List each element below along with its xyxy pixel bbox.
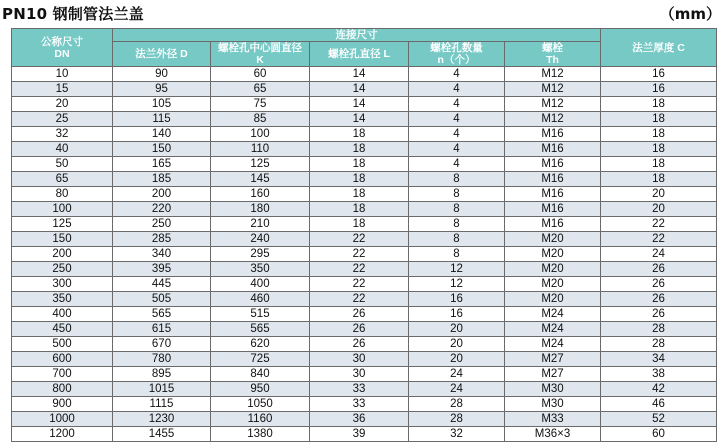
- cell-bolt-th: M16: [505, 217, 601, 232]
- cell-thickness-c: 16: [601, 82, 717, 97]
- table-row: [12, 217, 717, 232]
- cell-bolt-hole-count-n: 4: [409, 127, 505, 142]
- cell-outer-diameter-d: 150: [113, 142, 211, 157]
- table-row: [12, 382, 717, 397]
- cell-dn: 900: [12, 397, 113, 412]
- cell-outer-diameter-d: 250: [113, 217, 211, 232]
- cell-bolt-hole-diameter-l: 18: [310, 127, 409, 142]
- cell-dn: 40: [12, 142, 113, 157]
- cell-bolt-hole-count-n: 16: [409, 292, 505, 307]
- cell-bolt-hole-diameter-l: 22: [310, 247, 409, 262]
- cell-bolt-hole-count-n: 24: [409, 382, 505, 397]
- cell-bolt-hole-diameter-l: 14: [310, 112, 409, 127]
- cell-thickness-c: 18: [601, 112, 717, 127]
- cell-bolt-hole-diameter-l: 33: [310, 382, 409, 397]
- table-row: [12, 277, 717, 292]
- cell-bolt-hole-count-n: 20: [409, 322, 505, 337]
- cell-dn: 20: [12, 97, 113, 112]
- cell-outer-diameter-d: 505: [113, 292, 211, 307]
- cell-bolt-hole-count-n: 20: [409, 352, 505, 367]
- cell-bolt-hole-count-n: 4: [409, 82, 505, 97]
- cell-bolt-circle-k: 515: [211, 307, 310, 322]
- cell-thickness-c: 18: [601, 157, 717, 172]
- table-row: [12, 262, 717, 277]
- table-row: [12, 67, 717, 82]
- cell-bolt-hole-diameter-l: 18: [310, 142, 409, 157]
- cell-dn: 10: [12, 67, 113, 82]
- cell-outer-diameter-d: 115: [113, 112, 211, 127]
- table-row: [12, 397, 717, 412]
- cell-bolt-hole-count-n: 4: [409, 157, 505, 172]
- cell-bolt-circle-k: 950: [211, 382, 310, 397]
- cell-outer-diameter-d: 200: [113, 187, 211, 202]
- header-dn-line1: 公称尺寸: [41, 35, 83, 48]
- cell-bolt-th: M20: [505, 292, 601, 307]
- header-n-line1: 螺栓孔数量: [430, 42, 483, 54]
- cell-bolt-hole-count-n: 4: [409, 97, 505, 112]
- header-k-line1: 螺栓孔中心圆直径: [218, 42, 302, 54]
- cell-bolt-circle-k: 60: [211, 67, 310, 82]
- cell-thickness-c: 26: [601, 277, 717, 292]
- cell-bolt-circle-k: 565: [211, 322, 310, 337]
- header-dn: [12, 29, 113, 67]
- cell-bolt-hole-count-n: 8: [409, 202, 505, 217]
- cell-bolt-th: M27: [505, 352, 601, 367]
- cell-bolt-hole-diameter-l: 22: [310, 292, 409, 307]
- cell-dn: 125: [12, 217, 113, 232]
- cell-bolt-hole-diameter-l: 18: [310, 172, 409, 187]
- cell-thickness-c: 28: [601, 322, 717, 337]
- cell-bolt-circle-k: 75: [211, 97, 310, 112]
- cell-bolt-hole-count-n: 4: [409, 112, 505, 127]
- header-thickness-c: 法兰厚度 C: [601, 29, 717, 67]
- header-dn-line2: DN: [54, 47, 70, 60]
- cell-bolt-circle-k: 1380: [211, 427, 310, 442]
- cell-dn: 300: [12, 277, 113, 292]
- cell-bolt-th: M20: [505, 262, 601, 277]
- cell-bolt-hole-diameter-l: 30: [310, 352, 409, 367]
- cell-bolt-circle-k: 100: [211, 127, 310, 142]
- cell-bolt-circle-k: 1160: [211, 412, 310, 427]
- cell-bolt-hole-diameter-l: 36: [310, 412, 409, 427]
- table-row: [12, 307, 717, 322]
- cell-dn: 150: [12, 232, 113, 247]
- cell-thickness-c: 34: [601, 352, 717, 367]
- cell-thickness-c: 22: [601, 217, 717, 232]
- header-bolt-hole-diameter-l: 螺栓孔直径 L: [310, 42, 409, 67]
- cell-bolt-hole-diameter-l: 14: [310, 67, 409, 82]
- cell-outer-diameter-d: 565: [113, 307, 211, 322]
- cell-thickness-c: 26: [601, 262, 717, 277]
- cell-bolt-hole-count-n: 16: [409, 307, 505, 322]
- header-bolt-th: [505, 42, 601, 67]
- cell-bolt-circle-k: 840: [211, 367, 310, 382]
- cell-bolt-hole-diameter-l: 18: [310, 202, 409, 217]
- cell-bolt-circle-k: 460: [211, 292, 310, 307]
- header-connection-group: 连接尺寸: [113, 29, 601, 42]
- cell-bolt-circle-k: 145: [211, 172, 310, 187]
- cell-bolt-th: M20: [505, 277, 601, 292]
- table-row: [12, 232, 717, 247]
- cell-bolt-th: M30: [505, 382, 601, 397]
- cell-bolt-hole-diameter-l: 26: [310, 337, 409, 352]
- cell-dn: 700: [12, 367, 113, 382]
- page-title: PN10 钢制管法兰盖: [2, 5, 144, 23]
- cell-dn: 500: [12, 337, 113, 352]
- cell-dn: 600: [12, 352, 113, 367]
- cell-bolt-hole-diameter-l: 30: [310, 367, 409, 382]
- cell-bolt-th: M12: [505, 112, 601, 127]
- cell-bolt-circle-k: 1050: [211, 397, 310, 412]
- cell-outer-diameter-d: 780: [113, 352, 211, 367]
- cell-bolt-th: M16: [505, 142, 601, 157]
- cell-thickness-c: 60: [601, 427, 717, 442]
- cell-bolt-hole-diameter-l: 14: [310, 82, 409, 97]
- cell-outer-diameter-d: 670: [113, 337, 211, 352]
- cell-bolt-th: M12: [505, 67, 601, 82]
- table-row: [12, 172, 717, 187]
- cell-outer-diameter-d: 445: [113, 277, 211, 292]
- cell-dn: 250: [12, 262, 113, 277]
- cell-outer-diameter-d: 105: [113, 97, 211, 112]
- cell-bolt-th: M27: [505, 367, 601, 382]
- cell-bolt-hole-count-n: 32: [409, 427, 505, 442]
- header-th-line2: Th: [546, 54, 559, 66]
- cell-bolt-hole-diameter-l: 26: [310, 307, 409, 322]
- cell-bolt-circle-k: 350: [211, 262, 310, 277]
- table-row: [12, 202, 717, 217]
- cell-outer-diameter-d: 285: [113, 232, 211, 247]
- cell-bolt-th: M12: [505, 82, 601, 97]
- table-row: [12, 322, 717, 337]
- cell-dn: 50: [12, 157, 113, 172]
- cell-outer-diameter-d: 1015: [113, 382, 211, 397]
- cell-bolt-hole-count-n: 8: [409, 172, 505, 187]
- cell-bolt-hole-count-n: 24: [409, 367, 505, 382]
- cell-outer-diameter-d: 90: [113, 67, 211, 82]
- cell-bolt-circle-k: 240: [211, 232, 310, 247]
- cell-bolt-hole-diameter-l: 18: [310, 187, 409, 202]
- cell-bolt-circle-k: 110: [211, 142, 310, 157]
- cell-dn: 350: [12, 292, 113, 307]
- cell-dn: 800: [12, 382, 113, 397]
- table-row: [12, 142, 717, 157]
- cell-bolt-circle-k: 160: [211, 187, 310, 202]
- cell-bolt-circle-k: 85: [211, 112, 310, 127]
- cell-thickness-c: 18: [601, 97, 717, 112]
- cell-dn: 25: [12, 112, 113, 127]
- cell-bolt-hole-count-n: 4: [409, 67, 505, 82]
- cell-bolt-th: M12: [505, 97, 601, 112]
- cell-bolt-circle-k: 620: [211, 337, 310, 352]
- cell-outer-diameter-d: 1230: [113, 412, 211, 427]
- cell-dn: 450: [12, 322, 113, 337]
- cell-bolt-th: M16: [505, 127, 601, 142]
- cell-thickness-c: 18: [601, 127, 717, 142]
- cell-dn: 1000: [12, 412, 113, 427]
- cell-outer-diameter-d: 340: [113, 247, 211, 262]
- table-row: [12, 247, 717, 262]
- cell-bolt-hole-diameter-l: 14: [310, 97, 409, 112]
- cell-bolt-th: M16: [505, 187, 601, 202]
- cell-thickness-c: 46: [601, 397, 717, 412]
- flange-spec-table: [11, 28, 717, 442]
- table-row: [12, 187, 717, 202]
- cell-bolt-th: M24: [505, 307, 601, 322]
- cell-bolt-hole-count-n: 12: [409, 262, 505, 277]
- cell-bolt-hole-diameter-l: 33: [310, 397, 409, 412]
- cell-bolt-circle-k: 125: [211, 157, 310, 172]
- cell-outer-diameter-d: 140: [113, 127, 211, 142]
- table-row: [12, 427, 717, 442]
- cell-dn: 65: [12, 172, 113, 187]
- cell-dn: 400: [12, 307, 113, 322]
- header-n-line2: n（个）: [437, 54, 476, 66]
- cell-thickness-c: 52: [601, 412, 717, 427]
- cell-bolt-hole-count-n: 28: [409, 397, 505, 412]
- cell-bolt-circle-k: 210: [211, 217, 310, 232]
- cell-thickness-c: 26: [601, 307, 717, 322]
- cell-bolt-hole-diameter-l: 22: [310, 232, 409, 247]
- cell-bolt-hole-diameter-l: 22: [310, 262, 409, 277]
- cell-outer-diameter-d: 895: [113, 367, 211, 382]
- cell-thickness-c: 20: [601, 202, 717, 217]
- cell-bolt-th: M16: [505, 172, 601, 187]
- cell-outer-diameter-d: 395: [113, 262, 211, 277]
- cell-bolt-hole-count-n: 20: [409, 337, 505, 352]
- cell-bolt-circle-k: 725: [211, 352, 310, 367]
- cell-thickness-c: 20: [601, 187, 717, 202]
- cell-bolt-hole-diameter-l: 39: [310, 427, 409, 442]
- cell-thickness-c: 24: [601, 247, 717, 262]
- cell-thickness-c: 28: [601, 337, 717, 352]
- cell-dn: 15: [12, 82, 113, 97]
- cell-outer-diameter-d: 615: [113, 322, 211, 337]
- table-row: [12, 337, 717, 352]
- table-body: [12, 67, 717, 442]
- cell-bolt-hole-count-n: 8: [409, 247, 505, 262]
- cell-thickness-c: 26: [601, 292, 717, 307]
- cell-dn: 32: [12, 127, 113, 142]
- cell-dn: 200: [12, 247, 113, 262]
- cell-bolt-circle-k: 180: [211, 202, 310, 217]
- cell-bolt-th: M20: [505, 247, 601, 262]
- cell-bolt-circle-k: 400: [211, 277, 310, 292]
- cell-thickness-c: 16: [601, 67, 717, 82]
- cell-outer-diameter-d: 165: [113, 157, 211, 172]
- cell-thickness-c: 38: [601, 367, 717, 382]
- table-row: [12, 127, 717, 142]
- cell-bolt-th: M30: [505, 397, 601, 412]
- cell-dn: 100: [12, 202, 113, 217]
- table-row: [12, 367, 717, 382]
- cell-bolt-hole-count-n: 8: [409, 187, 505, 202]
- cell-bolt-th: M16: [505, 157, 601, 172]
- cell-bolt-hole-diameter-l: 18: [310, 217, 409, 232]
- cell-thickness-c: 18: [601, 142, 717, 157]
- cell-dn: 80: [12, 187, 113, 202]
- cell-bolt-circle-k: 295: [211, 247, 310, 262]
- cell-bolt-th: M16: [505, 202, 601, 217]
- cell-bolt-hole-count-n: 12: [409, 277, 505, 292]
- cell-bolt-hole-diameter-l: 22: [310, 277, 409, 292]
- table-row: [12, 112, 717, 127]
- cell-bolt-hole-diameter-l: 26: [310, 322, 409, 337]
- cell-bolt-th: M36×3: [505, 427, 601, 442]
- cell-outer-diameter-d: 95: [113, 82, 211, 97]
- cell-bolt-th: M33: [505, 412, 601, 427]
- cell-bolt-hole-count-n: 8: [409, 217, 505, 232]
- header-bolt-circle-k: [211, 42, 310, 67]
- cell-bolt-hole-count-n: 8: [409, 232, 505, 247]
- table-row: [12, 412, 717, 427]
- table-row: [12, 352, 717, 367]
- header-th-line1: 螺栓: [542, 42, 564, 54]
- cell-outer-diameter-d: 1115: [113, 397, 211, 412]
- table-row: [12, 82, 717, 97]
- cell-outer-diameter-d: 185: [113, 172, 211, 187]
- cell-dn: 1200: [12, 427, 113, 442]
- cell-bolt-th: M20: [505, 232, 601, 247]
- cell-outer-diameter-d: 1455: [113, 427, 211, 442]
- cell-bolt-circle-k: 65: [211, 82, 310, 97]
- cell-bolt-hole-count-n: 28: [409, 412, 505, 427]
- cell-bolt-hole-diameter-l: 18: [310, 157, 409, 172]
- table-row: [12, 292, 717, 307]
- unit-label: （mm）: [659, 5, 721, 23]
- header-outer-diameter-d: 法兰外径 D: [113, 42, 211, 67]
- cell-bolt-hole-count-n: 4: [409, 142, 505, 157]
- cell-bolt-th: M24: [505, 337, 601, 352]
- header-k-line2: K: [256, 54, 264, 66]
- header-bolt-hole-count-n: [409, 42, 505, 67]
- cell-thickness-c: 22: [601, 232, 717, 247]
- cell-thickness-c: 18: [601, 172, 717, 187]
- cell-bolt-th: M24: [505, 322, 601, 337]
- cell-thickness-c: 42: [601, 382, 717, 397]
- table-row: [12, 97, 717, 112]
- table-row: [12, 157, 717, 172]
- cell-outer-diameter-d: 220: [113, 202, 211, 217]
